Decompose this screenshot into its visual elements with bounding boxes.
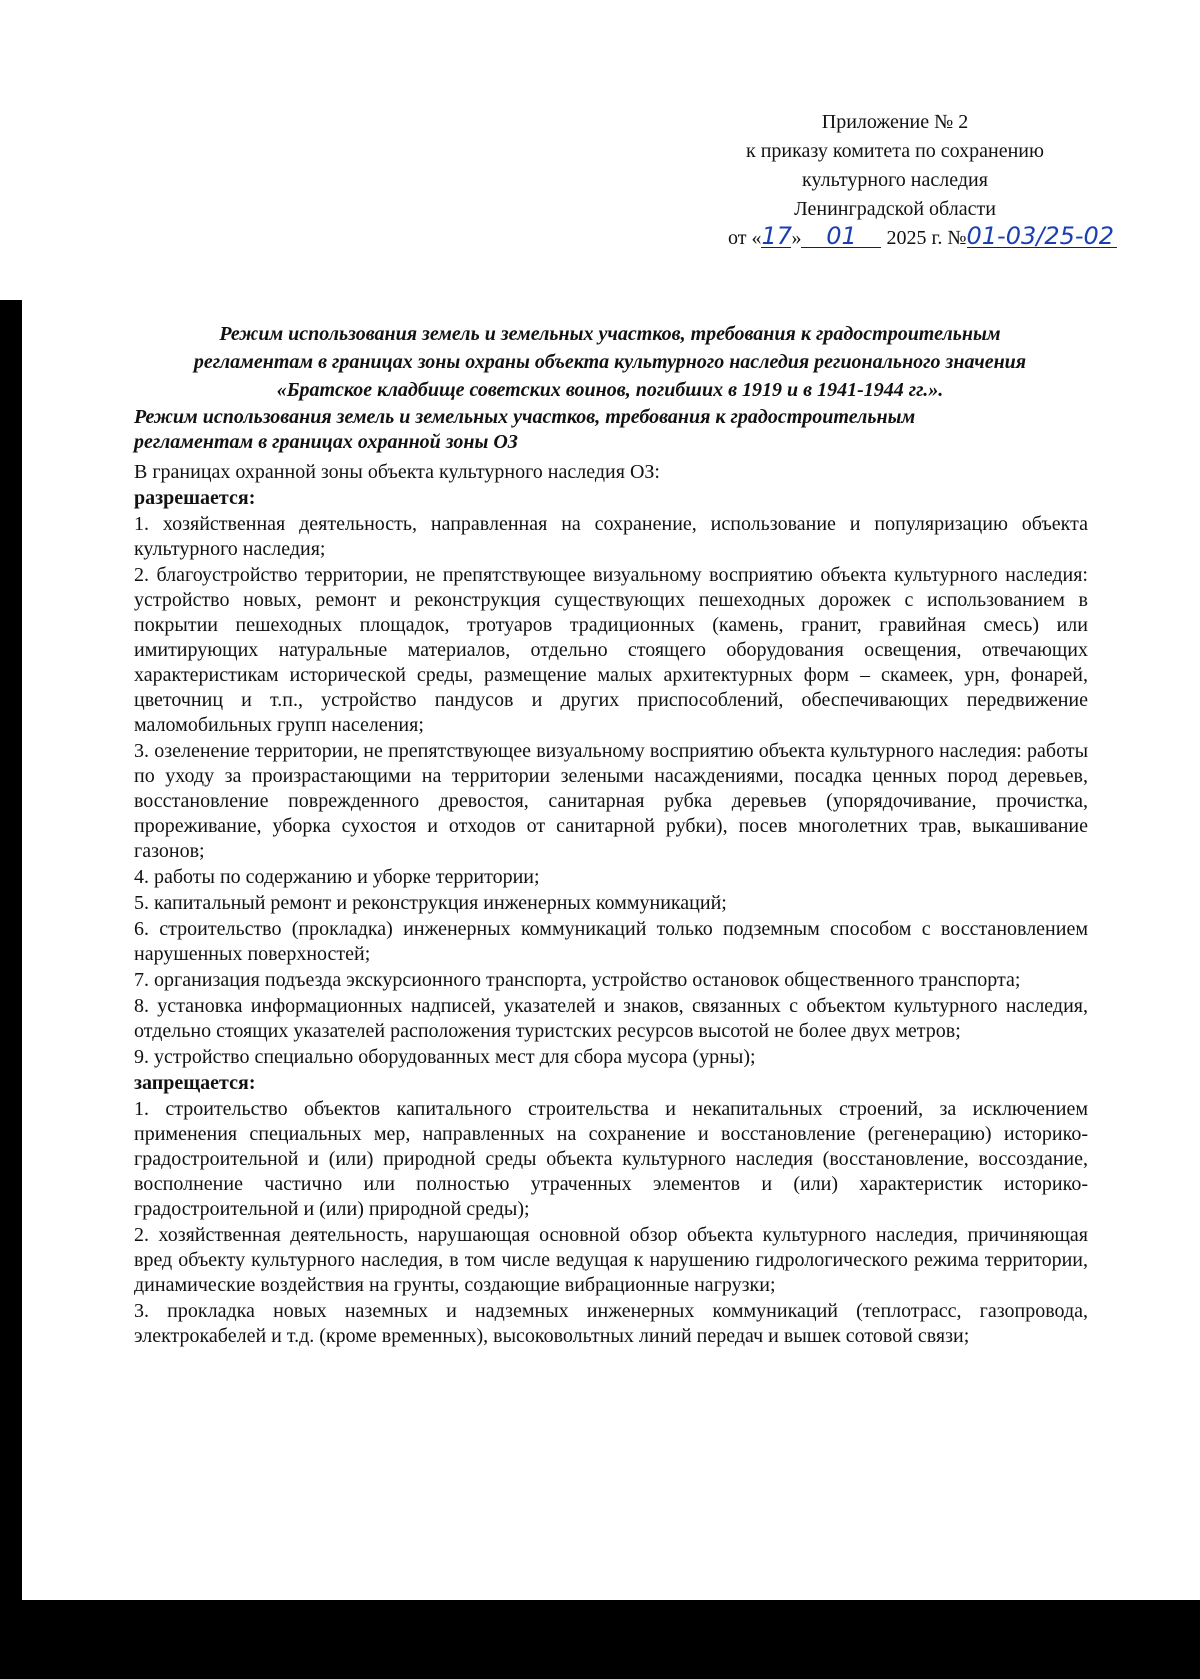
date-month: 01 <box>801 225 881 248</box>
allowed-item: 2. благоустройство территории, не препятствующее визуальному восприятию объекта культурного наследия: устройство новых, ремонт и реконструкция существующих пешеходных дорожек с использованием в покрытии пешеходных площадок, тротуаров традиционных (камень, гранит, гравийная смесь) или имитирующих натуральные материалов, отдельно стоящего оборудования освещения, отвечающих характеристикам исторической среды, размещение малых архитектурных форм – скамеек, урн, фонарей, цветочниц и т.п., устройство пандусов и других приспособлений, обеспечивающих передвижение маломобильных групп населения; <box>134 564 1088 736</box>
subtitle-line-2: регламентам в границах охранной зоны ОЗ <box>134 431 518 453</box>
date-prefix: от « <box>728 227 762 249</box>
document-header <box>700 108 1115 253</box>
forbidden-item: 3. прокладка новых наземных и надземных инженерных коммуникаций (теплотрасс, газопровода, электрокабелей и т.д. (кроме временных), высоковольтных линий передач и вышек сотовой связи; <box>134 1300 1088 1347</box>
section-title <box>134 405 1084 455</box>
title-line-3: «Братское кладбище советских воинов, погибших в 1919 и в 1941-1944 гг.». <box>276 379 944 401</box>
header-date-line <box>700 222 1115 253</box>
order-number: 01-03/25-02 <box>967 225 1117 248</box>
header-region-line: Ленинградской области <box>794 198 996 220</box>
date-mid: » <box>791 227 802 249</box>
forbidden-item: 2. хозяйственная деятельность, нарушающая основной обзор объекта культурного наследия, причиняющая вред объекту культурного наследия, в том числе ведущая к нарушению гидрологического режима территории, динамические воздействия на грунты, создающие вибрационные нагрузки; <box>134 1224 1088 1296</box>
date-day: 17 <box>761 222 793 250</box>
document-title <box>130 320 1090 404</box>
header-appendix: Приложение № 2 <box>821 111 969 133</box>
document-body <box>134 460 1088 1350</box>
allowed-item: 5. капитальный ремонт и реконструкция инженерных коммуникаций; <box>134 892 727 914</box>
allowed-item: 8. установка информационных надписей, указателей и знаков, связанных с объектом культурного наследия, отдельно стоящих указателей расположения туристских ресурсов высотой не более двух метров; <box>134 995 1088 1042</box>
scan-edge-left <box>0 300 22 1679</box>
scan-edge-bottom <box>0 1600 1200 1679</box>
allowed-item: 1. хозяйственная деятельность, направленная на сохранение, использование и популяризацию объекта культурного наследия; <box>134 513 1088 560</box>
allowed-heading: разрешается: <box>134 487 256 509</box>
date-year: 2025 г. № <box>886 227 967 249</box>
forbidden-item: 1. строительство объектов капитального строительства и некапитальных строений, за исключением применения специальных мер, направленных на сохранение и восстановление (регенерацию) историко- градостроительной и (или) природной среды объекта культурного наследия (восстановление, воссоздание, восполнение частично или полностью утраченных элементов и (или) характеристик историко- градостроительной и (или) природной среды); <box>134 1098 1088 1220</box>
allowed-item: 9. устройство специально оборудованных мест для сбора мусора (урны); <box>134 1046 756 1068</box>
intro-paragraph: В границах охранной зоны объекта культурного наследия ОЗ: <box>134 461 660 483</box>
title-line-1: Режим использования земель и земельных участков, требования к градостроительным <box>219 323 1001 345</box>
allowed-item: 7. организация подъезда экскурсионного транспорта, устройство остановок общественного транспорта; <box>134 969 1021 991</box>
header-order-line: к приказу комитета по сохранению <box>746 140 1044 162</box>
header-heritage-line: культурного наследия <box>802 169 988 191</box>
allowed-item: 6. строительство (прокладка) инженерных коммуникаций только подземным способом с восстановлением нарушенных поверхностей; <box>134 918 1088 965</box>
allowed-item: 4. работы по содержанию и уборке территории; <box>134 866 540 888</box>
forbidden-heading: запрещается: <box>134 1072 256 1094</box>
title-line-2: регламентам в границах зоны охраны объекта культурного наследия регионального значения <box>193 351 1027 373</box>
subtitle-line-1: Режим использования земель и земельных участков, требования к градостроительным <box>134 406 916 428</box>
allowed-item: 3. озеленение территории, не препятствующее визуальному восприятию объекта культурного наследия: работы по уходу за произрастающими на территории зелеными насаждениями, посадка ценных пород деревьев, восстановление поврежденного древостоя, санитарная рубка деревьев (упорядочивание, прочистка, прореживание, уборка сухостоя и отходов от санитарной рубки), посев многолетних трав, выкашивание газонов; <box>134 740 1088 862</box>
